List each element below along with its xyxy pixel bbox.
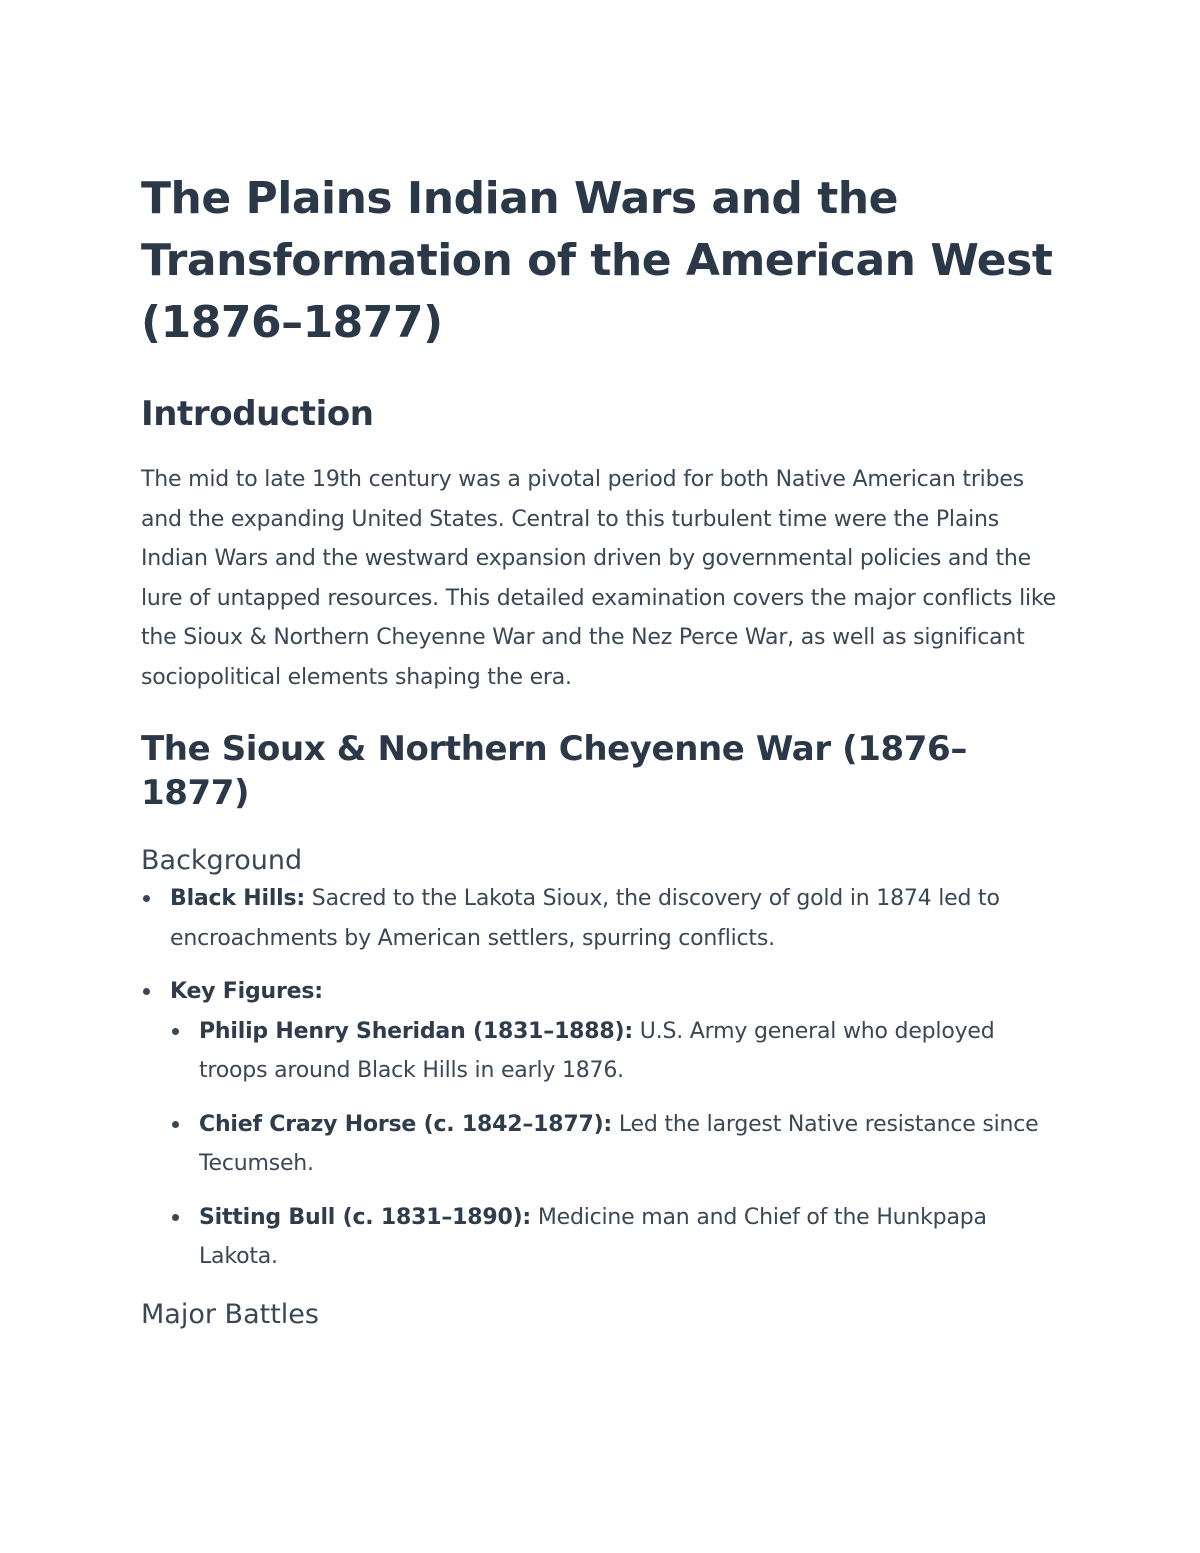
list-item-black-hills xyxy=(141,879,1066,958)
key-figures-list xyxy=(170,1012,1066,1277)
document-page xyxy=(141,168,1066,1333)
black-hills-label: Black Hills: xyxy=(170,886,306,911)
list-item-key-figures xyxy=(141,972,1066,1277)
list-item-crazy-horse xyxy=(170,1105,1066,1184)
bullet-icon xyxy=(143,895,150,902)
key-figures-label: Key Figures: xyxy=(170,979,323,1004)
bullet-icon xyxy=(172,1028,179,1035)
introduction-heading: Introduction xyxy=(141,394,374,434)
background-heading: Background xyxy=(141,845,303,876)
sitting-bull-label: Sitting Bull (c. 1831–1890): xyxy=(199,1204,532,1230)
list-item-sitting-bull xyxy=(170,1198,1066,1277)
crazy-horse-label: Chief Crazy Horse (c. 1842–1877): xyxy=(199,1111,613,1137)
list-item-sheridan xyxy=(170,1012,1066,1091)
bullet-icon xyxy=(172,1121,179,1128)
bullet-icon xyxy=(143,988,150,995)
black-hills-text: Sacred to the Lakota Sioux, the discovery of gold in 1874 led to encroachments by American settlers, spurring conflicts. xyxy=(170,886,1000,951)
introduction-paragraph: The mid to late 19th century was a pivotal period for both Native American tribes and the expanding United States. Central to this turbulent time were the Plains Indian Wars and the westward expansion driven by governmental policies and the lure of untapped resources. This detailed examination covers the major conflicts like the Sioux & Northern Cheyenne War and the Nez Perce War, as well as significant sociopolitical elements shaping the era. xyxy=(141,467,1056,690)
sioux-war-heading: The Sioux & Northern Cheyenne War (1876–1877) xyxy=(141,729,967,813)
bullet-icon xyxy=(172,1214,179,1221)
background-list xyxy=(141,879,1066,1277)
major-battles-heading: Major Battles xyxy=(141,1298,319,1330)
sitting-bull-text: Medicine man and Chief of the Hunkpapa Lakota. xyxy=(199,1204,987,1269)
sheridan-text: U.S. Army general who deployed troops around Black Hills in early 1876. xyxy=(199,1018,995,1083)
document-title: The Plains Indian Wars and the Transformation of the American West (1876–1877) xyxy=(141,173,1053,348)
crazy-horse-text: Led the largest Native resistance since Tecumseh. xyxy=(199,1111,1039,1176)
sheridan-label: Philip Henry Sheridan (1831–1888): xyxy=(199,1018,633,1044)
